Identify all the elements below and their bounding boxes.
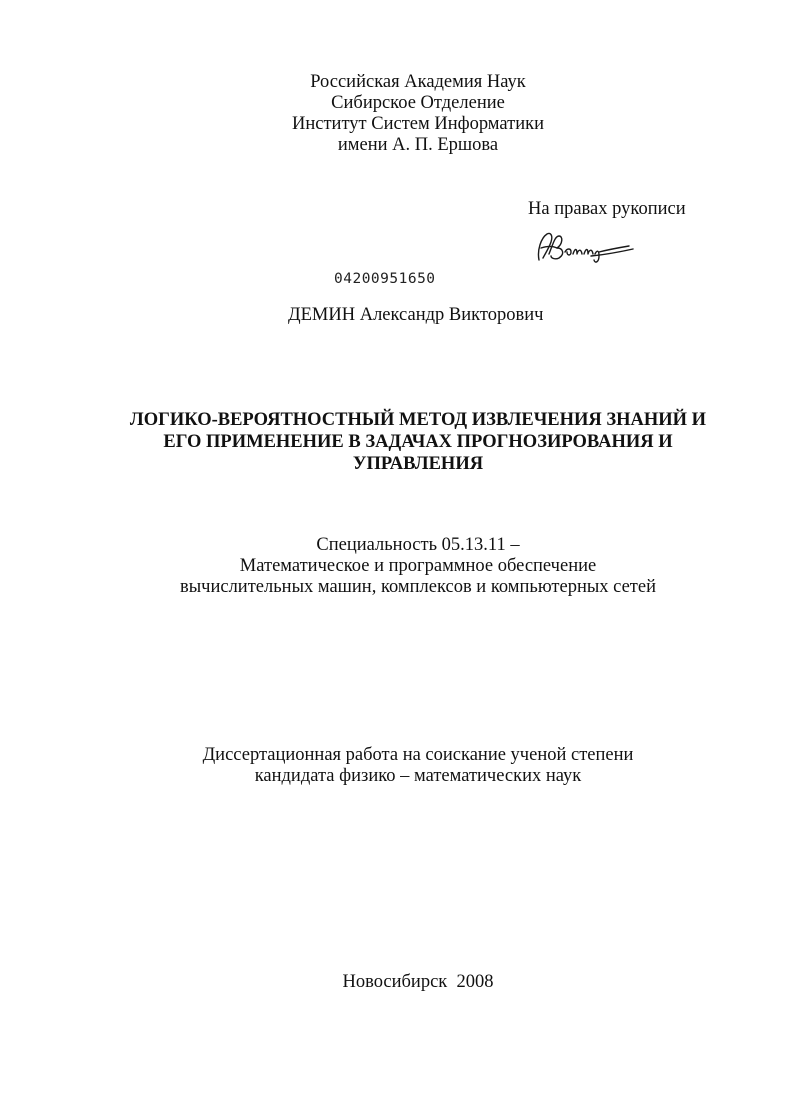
specialty-name-line-2: вычислительных машин, комплексов и компьютерных сетей [179, 577, 656, 597]
institution-line-branch: Сибирское Отделение [331, 93, 505, 113]
manuscript-note: На правах рукописи [528, 199, 686, 219]
title-line-2: ЕГО ПРИМЕНЕНИЕ В ЗАДАЧАХ ПРОГНОЗИРОВАНИЯ И [163, 432, 673, 452]
catalog-number: 04200951650 [334, 271, 436, 287]
degree-line-1: Диссертационная работа на соискание ученой степени [202, 745, 634, 765]
specialty-block [0, 535, 796, 598]
institution-line-named-after: имени А. П. Ершова [337, 135, 499, 155]
title-line-1: ЛОГИКО-ВЕРОЯТНОСТНЫЙ МЕТОД ИЗВЛЕЧЕНИЯ ЗНАНИЙ И [129, 410, 707, 430]
place-year-text: Новосибирск 2008 [342, 972, 494, 992]
degree-line-2: кандидата физико – математических наук [254, 766, 582, 786]
specialty-name-line-1: Математическое и программное обеспечение [239, 556, 597, 576]
degree-block [0, 745, 796, 787]
author-signature [533, 224, 643, 268]
institution-block [0, 72, 796, 156]
dissertation-title [0, 409, 796, 475]
place-and-year [0, 972, 796, 993]
specialty-code: Специальность 05.13.11 – [316, 535, 520, 555]
author-name: ДЕМИН Александр Викторович [288, 305, 544, 325]
institution-line-institute: Институт Систем Информатики [292, 114, 544, 134]
title-line-3: УПРАВЛЕНИЯ [352, 454, 484, 474]
institution-line-academy: Российская Академия Наук [310, 72, 526, 92]
